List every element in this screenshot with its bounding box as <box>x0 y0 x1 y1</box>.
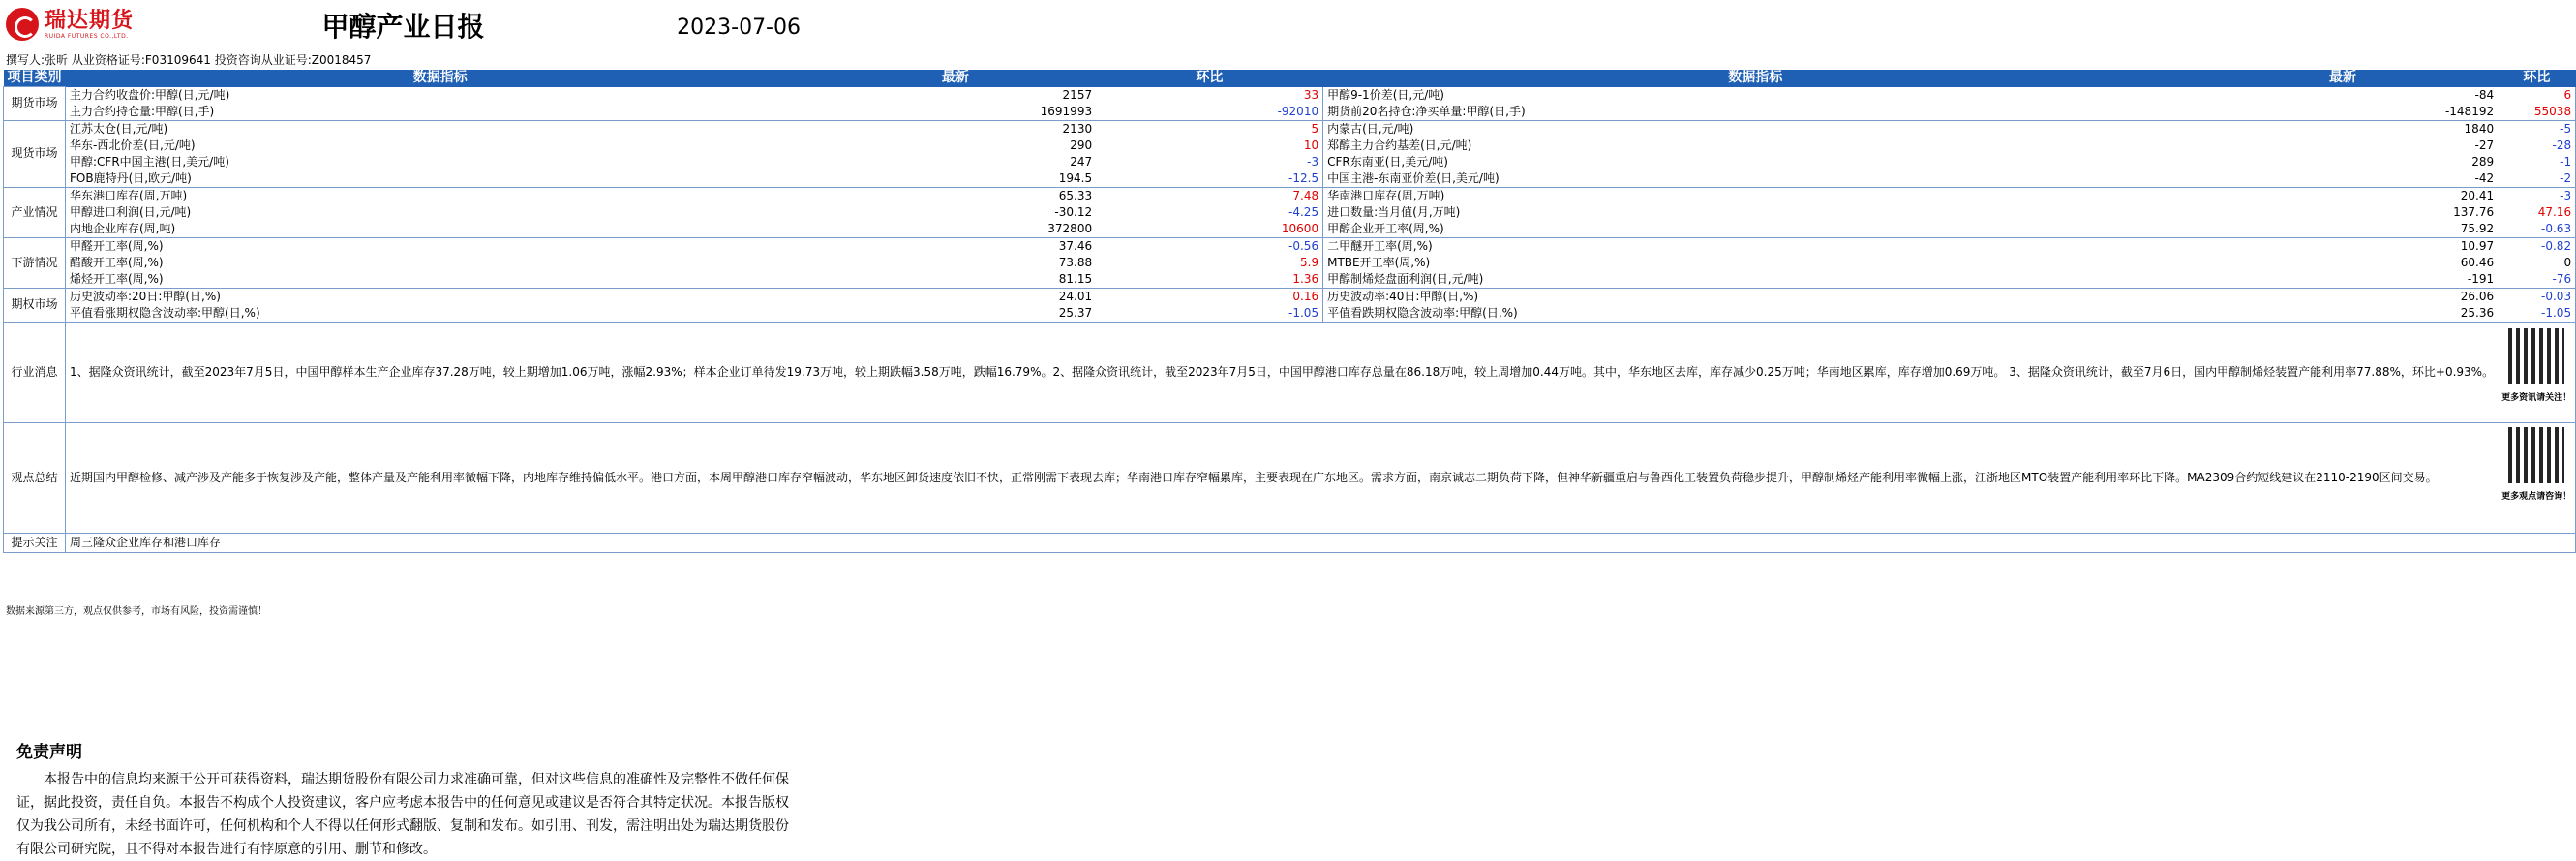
category-cell: 产业情况 <box>4 187 66 237</box>
indicator-right: MTBE开工率(周,%) <box>1323 255 2188 271</box>
indicator-right: 历史波动率:40日:甲醇(日,%) <box>1323 288 2188 305</box>
change-right: -0.82 <box>2498 237 2576 255</box>
change-right: -76 <box>2498 271 2576 289</box>
industry-qr-caption: 更多资讯请关注！ <box>2501 392 2572 403</box>
view-qr-caption: 更多观点请咨询！ <box>2501 491 2572 502</box>
latest-right: 25.36 <box>2188 305 2498 323</box>
indicator-right: 平值看跌期权隐含波动率:甲醇(日,%) <box>1323 305 2188 323</box>
indicator-left: 甲醇:CFR中国主港(日,美元/吨) <box>66 154 815 170</box>
indicator-right: CFR东南亚(日,美元/吨) <box>1323 154 2188 170</box>
qr-code-icon <box>2508 328 2564 384</box>
change-right: -0.63 <box>2498 221 2576 238</box>
indicator-left: 甲醇进口利润(日,元/吨) <box>66 204 815 221</box>
latest-right: 75.92 <box>2188 221 2498 238</box>
change-right: -28 <box>2498 138 2576 154</box>
latest-right: -191 <box>2188 271 2498 289</box>
indicator-left: 江苏太仓(日,元/吨) <box>66 120 815 138</box>
table-row <box>4 104 2576 121</box>
header-indicator-right: 数据指标 <box>1323 70 2188 87</box>
latest-left: 1691993 <box>815 104 1096 121</box>
table-row <box>4 187 2576 204</box>
indicator-left: 历史波动率:20日:甲醇(日,%) <box>66 288 815 305</box>
industry-qr-cell <box>2498 322 2576 422</box>
latest-left: 2157 <box>1062 87 1093 102</box>
data-source-note: 数据来源第三方，观点仅供参考，市场有风险，投资需谨慎！ <box>6 606 267 617</box>
indicator-right: 甲醇制烯烃盘面利润(日,元/吨) <box>1323 271 2188 289</box>
table-row <box>4 154 2576 170</box>
latest-left: 290 <box>1070 138 1093 152</box>
change-left: 7.48 <box>1292 188 1319 202</box>
change-left: -1.05 <box>1096 305 1323 323</box>
latest-left: 37.46 <box>1058 238 1093 253</box>
indicator-right: 中国主港-东南亚价差(日,美元/吨) <box>1323 170 2188 188</box>
indicator-right: 甲醇9-1价差(日,元/吨) <box>1323 87 2188 104</box>
change-left: 1.36 <box>1096 271 1323 289</box>
header-latest-right: 最新 <box>2188 70 2498 87</box>
latest-left: 24.01 <box>1058 289 1093 303</box>
change-left: -3 <box>1307 154 1319 169</box>
change-left: 10 <box>1303 138 1319 152</box>
latest-left: 65.33 <box>1058 188 1093 202</box>
change-left: 5.9 <box>1300 255 1319 269</box>
latest-left: 194.5 <box>815 170 1096 188</box>
change-right: 55038 <box>2498 104 2576 121</box>
table-row <box>4 271 2576 289</box>
author-line: 撰写人:张昕 从业资格证号:F03109641 投资咨询从业证号:Z0018457 <box>6 53 372 67</box>
category-cell: 下游情况 <box>4 237 66 288</box>
report-header <box>0 0 806 50</box>
change-left: 0.16 <box>1292 289 1319 303</box>
change-right: -1 <box>2498 154 2576 170</box>
disclaimer-title: 免责声明 <box>16 743 82 762</box>
indicator-left: 甲醛开工率(周,%) <box>66 237 815 255</box>
indicator-left: 华东港口库存(周,万吨) <box>66 187 815 204</box>
change-left: 10600 <box>1096 221 1323 238</box>
table-row <box>4 120 2576 138</box>
latest-right: 26.06 <box>2460 289 2495 303</box>
reminder-category: 提示关注 <box>4 533 66 552</box>
latest-right: 289 <box>2471 154 2495 169</box>
indicator-left: 醋酸开工率(周,%) <box>66 255 815 271</box>
category-cell: 期货市场 <box>4 87 66 121</box>
latest-left: 81.15 <box>815 271 1096 289</box>
table-header-row <box>4 70 2576 87</box>
category-cell: 现货市场 <box>4 120 66 187</box>
category-cell: 期权市场 <box>4 288 66 322</box>
qr-code-icon <box>2508 427 2564 483</box>
change-left: -0.56 <box>1288 238 1319 253</box>
latest-left: -30.12 <box>1054 204 1093 219</box>
industry-news-text: 1、据隆众资讯统计，截至2023年7月5日，中国甲醇样本生产企业库存37.28万吨，较上期增加1.06万吨，涨幅2.93%；样本企业订单待发19.73万吨，较上期跌幅3.58万吨，跌幅16.79%。2、据隆众资讯统计，截至2023年7月5日，中国甲醇港口库存总量在86.18万吨，较上周增加0.44万吨。其中，华东地区去库，库存减少0.25万吨；华南地区累库，库存增加0.69万吨。 3、据隆众资讯统计，截至7月6日，国内甲醇制烯烃装置产能利用率77.88%，环比+0.93%。 <box>66 322 2499 422</box>
change-left: 5 <box>1311 121 1319 136</box>
table-row <box>4 170 2576 188</box>
indicator-right: 内蒙古(日,元/吨) <box>1323 120 2188 138</box>
change-right: -3 <box>2498 187 2576 204</box>
indicator-right: 华南港口库存(周,万吨) <box>1323 187 2188 204</box>
table-row <box>4 87 2576 104</box>
view-summary-text: 近期国内甲醇检修、减产涉及产能多于恢复涉及产能，整体产量及产能利用率微幅下降，内地库存维持偏低水平。港口方面，本周甲醇港口库存窄幅波动，华东地区卸货速度依旧不快，正常刚需下表现去库；华南港口库存窄幅累库，主要表现在广东地区。需求方面，南京诚志二期负荷下降，但神华新疆重启与鲁西化工装置负荷稳步提升，甲醇制烯烃产能利用率微幅上涨，江浙地区MTO装置产能利用率环比下降。MA2309合约短线建议在2110-2190区间交易。 <box>66 422 2499 533</box>
change-right: -0.03 <box>2498 288 2576 305</box>
indicator-right: 郑醇主力合约基差(日,元/吨) <box>1323 138 2188 154</box>
latest-right: -42 <box>2188 170 2498 188</box>
indicator-right: 二甲醚开工率(周,%) <box>1323 237 2188 255</box>
latest-left: 2130 <box>1062 121 1093 136</box>
table-row <box>4 221 2576 238</box>
header-indicator-left: 数据指标 <box>66 70 815 87</box>
view-qr-cell <box>2498 422 2576 533</box>
header-category: 项目类别 <box>4 70 66 87</box>
indicator-left: 华东-西北价差(日,元/吨) <box>66 138 815 154</box>
table-row <box>4 288 2576 305</box>
indicator-right: 期货前20名持仓:净买单量:甲醇(日,手) <box>1323 104 2188 121</box>
industry-news-category: 行业消息 <box>4 322 66 422</box>
latest-right: 20.41 <box>2460 188 2495 202</box>
header-change-left: 环比 <box>1096 70 1323 87</box>
indicator-left: FOB鹿特丹(日,欧元/吨) <box>66 170 815 188</box>
change-right: -2 <box>2498 170 2576 188</box>
indicator-left: 平值看涨期权隐含波动率:甲醇(日,%) <box>66 305 815 323</box>
logo-name: 瑞达期货 <box>45 8 135 33</box>
disclaimer-body: 本报告中的信息均来源于公开可获得资料，瑞达期货股份有限公司力求准确可靠，但对这些信息的准确性及完整性不做任何保证，据此投资，责任自负。本报告不构成个人投资建议，客户应考虑本报告中的任何意见或建议是否符合其特定状况。本报告版权仅为我公司所有，未经书面许可，任何机构和个人不得以任何形式翻版、复制和发布。如引用、刊发，需注明出处为瑞达期货股份有限公司研究院，且不得对本报告进行有悖原意的引用、删节和修改。 <box>16 772 789 857</box>
change-left: -4.25 <box>1288 204 1319 219</box>
latest-left: 247 <box>1070 154 1093 169</box>
table-row <box>4 204 2576 221</box>
indicator-left: 主力合约收盘价:甲醇(日,元/吨) <box>66 87 815 104</box>
latest-left: 25.37 <box>815 305 1096 323</box>
latest-left: 73.88 <box>1058 255 1093 269</box>
view-summary-category: 观点总结 <box>4 422 66 533</box>
industry-news-row <box>4 322 2576 422</box>
report-date: 2023-07-06 <box>677 15 801 40</box>
header-latest-left: 最新 <box>815 70 1096 87</box>
latest-right: 10.97 <box>2460 238 2495 253</box>
data-table <box>3 70 2576 553</box>
table-row <box>4 237 2576 255</box>
latest-right: -148192 <box>2188 104 2498 121</box>
table-row <box>4 305 2576 323</box>
change-right: 0 <box>2498 255 2576 271</box>
indicator-left: 主力合约持仓量:甲醇(日,手) <box>66 104 815 121</box>
indicator-left: 烯烃开工率(周,%) <box>66 271 815 289</box>
latest-right: -84 <box>2474 87 2495 102</box>
change-right: -5 <box>2498 120 2576 138</box>
change-right: 6 <box>2498 87 2576 104</box>
change-right: -1.05 <box>2498 305 2576 323</box>
latest-left: 372800 <box>815 221 1096 238</box>
report-title: 甲醇产业日报 <box>321 11 485 43</box>
table-row <box>4 255 2576 271</box>
reminder-row <box>4 533 2576 552</box>
header-change-right: 环比 <box>2498 70 2576 87</box>
latest-right: 137.76 <box>2453 204 2495 219</box>
indicator-left: 内地企业库存(周,吨) <box>66 221 815 238</box>
latest-right: 60.46 <box>2460 255 2495 269</box>
latest-right: -27 <box>2474 138 2495 152</box>
change-left: 33 <box>1303 87 1319 102</box>
table-row <box>4 138 2576 154</box>
change-left: -92010 <box>1096 104 1323 121</box>
latest-right: 1840 <box>2464 121 2495 136</box>
change-left: -12.5 <box>1096 170 1323 188</box>
change-right: 47.16 <box>2498 204 2576 221</box>
view-summary-row <box>4 422 2576 533</box>
logo-english-name: RUIDA FUTURES CO.,LTD. <box>45 32 129 40</box>
indicator-right: 甲醇企业开工率(周,%) <box>1323 221 2188 238</box>
indicator-right: 进口数量:当月值(月,万吨) <box>1323 204 2188 221</box>
reminder-text: 周三隆众企业库存和港口库存 <box>66 533 2576 552</box>
